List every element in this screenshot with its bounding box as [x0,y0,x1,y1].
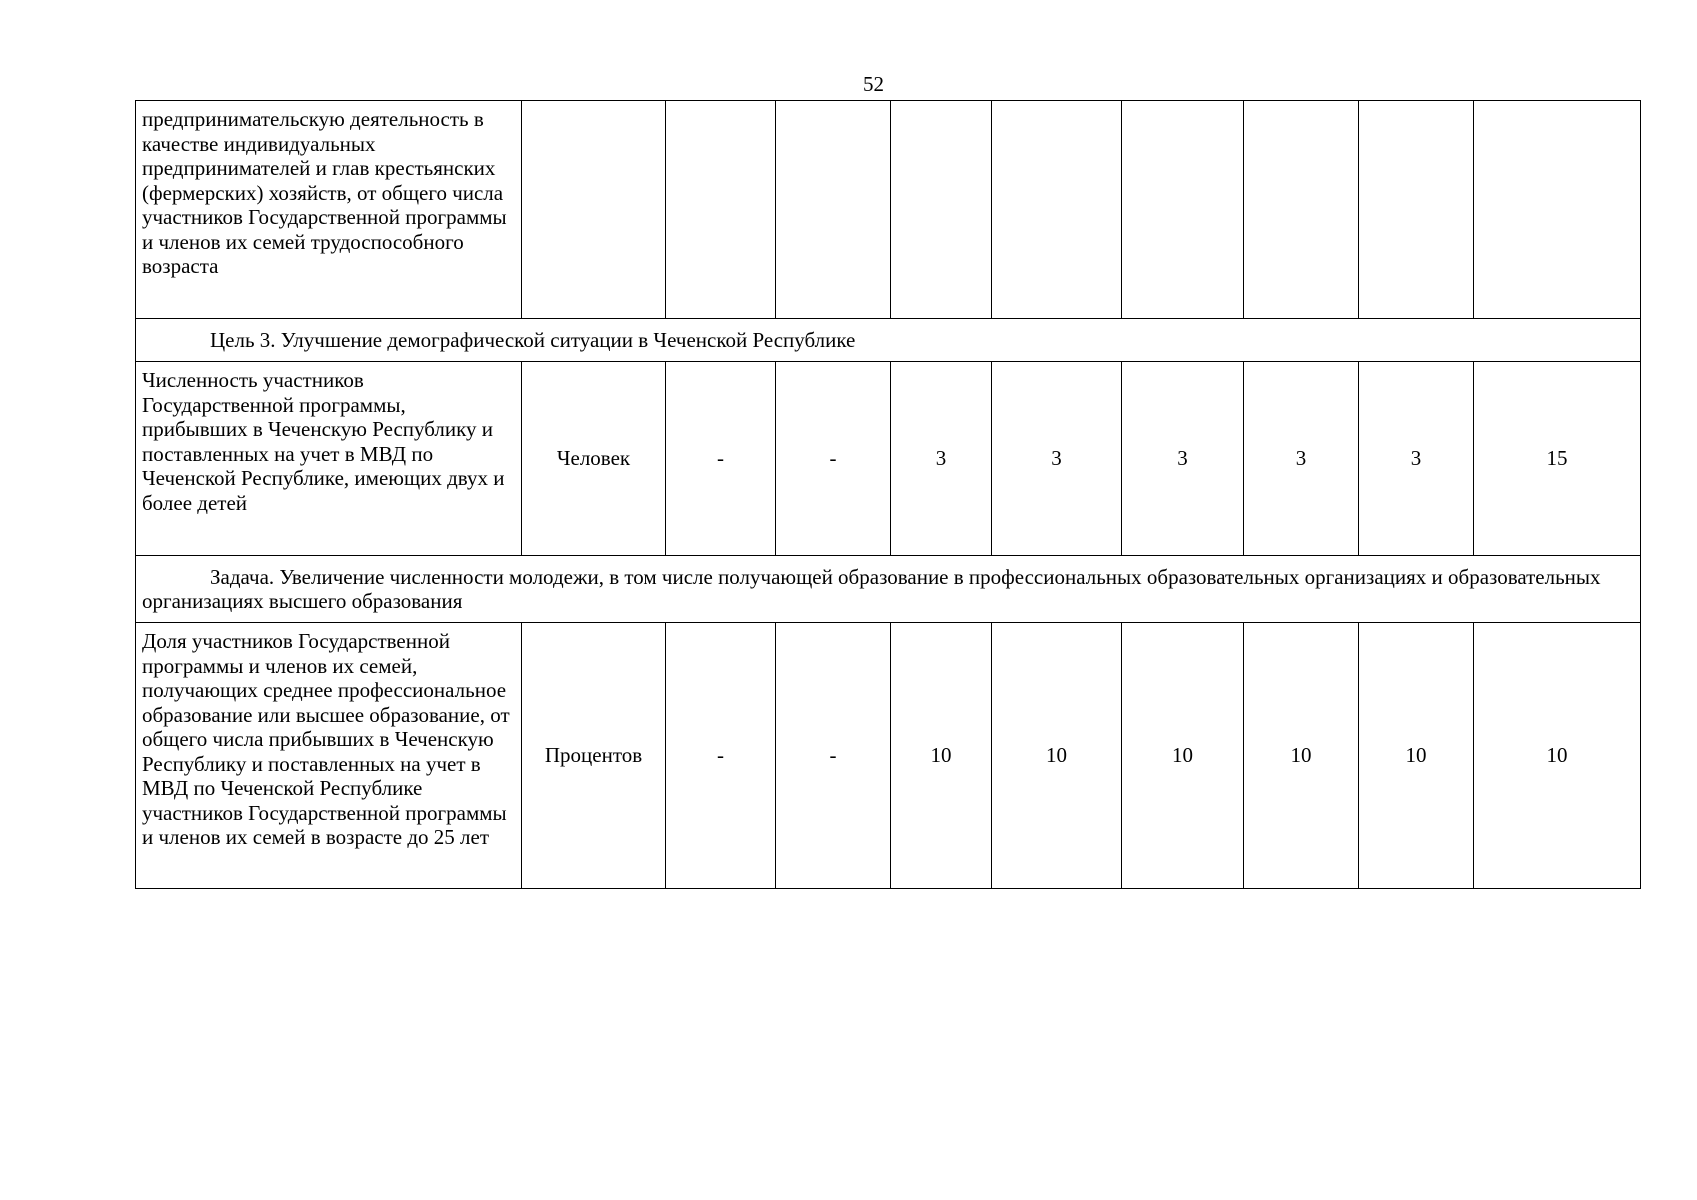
value-cell: 15 [1474,362,1641,556]
unit-cell: Процентов [522,623,666,889]
table-row [136,362,1641,556]
value-cell: - [776,623,891,889]
value-cell: 10 [1474,623,1641,889]
value-cell: 3 [891,362,992,556]
value-cell: 3 [992,362,1122,556]
indicator-cell: Доля участников Государственной программы и членов их семей, получающих среднее профессиональное образование или высшее образование, от общего числа прибывших в Чеченскую Республику и поставленных на учет в МВД по Чеченской Республике участников Государственной программы и членов их семей в возрасте до 25 лет [136,623,522,889]
value-cell: - [776,362,891,556]
value-cell [776,101,891,319]
value-cell [992,101,1122,319]
value-cell [1122,101,1244,319]
page-number: 52 [863,72,884,96]
unit-cell: Человек [522,362,666,556]
section-row [136,556,1641,623]
value-cell: 3 [1244,362,1359,556]
indicator-cell: предпринимательскую деятельность в качестве индивидуальных предпринимателей и глав крестьянских (фермерских) хозяйств, от общего числа участников Государственной программы и членов их семей трудоспособного возраста [136,101,522,319]
value-cell: - [666,623,776,889]
value-cell [891,101,992,319]
section-heading: Задача. Увеличение численности молодежи, в том числе получающей образование в профессиональных образовательных организациях и образовательных организациях высшего образования [136,556,1641,623]
value-cell [1359,101,1474,319]
value-cell: 10 [1122,623,1244,889]
value-cell: 10 [1244,623,1359,889]
value-cell: 10 [891,623,992,889]
table-row [136,623,1641,889]
indicator-cell: Численность участников Государственной программы, прибывших в Чеченскую Республику и поставленных на учет в МВД по Чеченской Республике, имеющих двух и более детей [136,362,522,556]
section-heading: Цель 3. Улучшение демографической ситуации в Чеченской Республике [136,319,1641,362]
value-cell [1244,101,1359,319]
value-cell: - [666,362,776,556]
value-cell: 3 [1359,362,1474,556]
value-cell [666,101,776,319]
value-cell: 3 [1122,362,1244,556]
indicators-table [135,100,1641,889]
value-cell: 10 [992,623,1122,889]
section-row [136,319,1641,362]
value-cell: 10 [1359,623,1474,889]
table-row [136,101,1641,319]
unit-cell [522,101,666,319]
value-cell [1474,101,1641,319]
